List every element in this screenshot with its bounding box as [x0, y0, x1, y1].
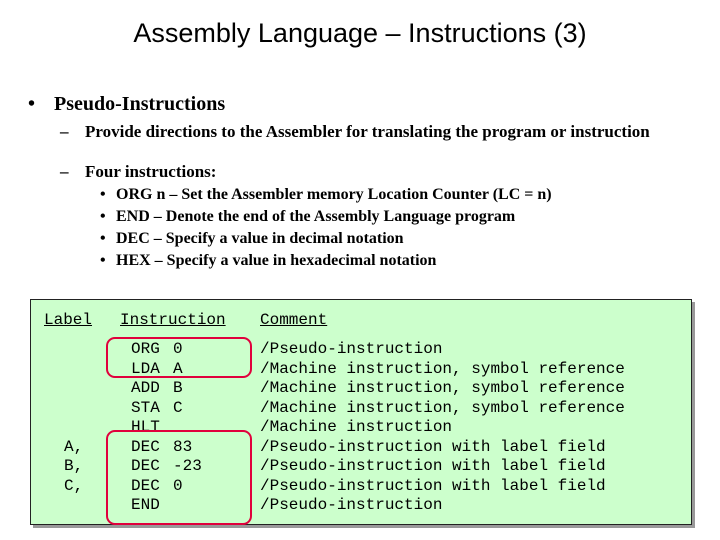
slide-title: Assembly Language – Instructions (3): [133, 18, 587, 48]
item-end: [100, 208, 515, 226]
row-label: C,: [64, 476, 84, 495]
highlight-dec-end: [106, 430, 252, 525]
row-comment: /Pseudo-instruction: [260, 340, 443, 358]
row-opcode: DEC: [131, 457, 160, 475]
dash-symbol: –: [60, 122, 69, 141]
row-operand: C: [173, 398, 183, 417]
item-bullet: •: [100, 208, 106, 225]
row-comment: /Machine instruction, symbol reference: [260, 398, 625, 417]
dash-symbol: –: [60, 162, 69, 181]
row-operand: 0: [173, 340, 183, 358]
sub-bullet-directions: [60, 123, 675, 141]
row-comment: /Machine instruction: [260, 418, 453, 436]
row-label: A,: [64, 437, 84, 456]
row-comment: /Pseudo-instruction with label field: [260, 476, 606, 495]
item-dec: [100, 230, 404, 248]
row-operand: A: [173, 359, 183, 378]
row-opcode: ADD: [131, 379, 160, 397]
row-comment: /Pseudo-instruction with label field: [260, 437, 606, 456]
item-bullet: •: [100, 186, 106, 203]
row-operand: -23: [173, 457, 202, 475]
row-opcode: DEC: [131, 476, 160, 495]
sub-bullet-four-instructions-text: Four instructions:: [85, 162, 217, 181]
item-hex: [100, 252, 436, 270]
row-opcode: HLT: [131, 418, 160, 436]
item-org: [100, 186, 552, 204]
item-bullet: •: [100, 252, 106, 269]
row-operand: 83: [173, 437, 193, 456]
row-opcode: ORG: [131, 340, 160, 358]
row-opcode: DEC: [131, 437, 160, 456]
sub-bullet-four-instructions: [60, 163, 675, 181]
item-text: END – Denote the end of the Assembly Language program: [116, 208, 516, 225]
row-comment: /Machine instruction, symbol reference: [260, 379, 625, 397]
item-text: HEX – Specify a value in hexadecimal notation: [116, 252, 437, 269]
header-comment: Comment: [260, 311, 328, 329]
row-opcode: STA: [131, 398, 160, 417]
item-text: ORG n – Set the Assembler memory Location Counter (LC = n): [116, 186, 552, 203]
row-comment: /Pseudo-instruction: [260, 496, 443, 514]
row-operand: 0: [173, 476, 183, 495]
item-text: DEC – Specify a value in decimal notation: [116, 230, 404, 247]
row-label: B,: [64, 457, 84, 475]
bullet-symbol: •: [28, 93, 36, 115]
bullet-pseudo-instructions: [28, 93, 225, 116]
row-comment: /Pseudo-instruction with label field: [260, 457, 606, 475]
header-label: Label: [44, 311, 93, 329]
sub-bullet-directions-text: Provide directions to the Assembler for translating the program or instruction: [85, 122, 650, 141]
bullet-main-text: Pseudo-Instructions: [54, 93, 226, 115]
highlight-org: [106, 337, 252, 378]
row-operand: B: [173, 379, 183, 397]
row-comment: /Machine instruction, symbol reference: [260, 359, 625, 378]
header-instruction: Instruction: [120, 311, 226, 329]
row-opcode: END: [131, 496, 160, 514]
item-bullet: •: [100, 230, 106, 247]
row-opcode: LDA: [131, 359, 160, 378]
